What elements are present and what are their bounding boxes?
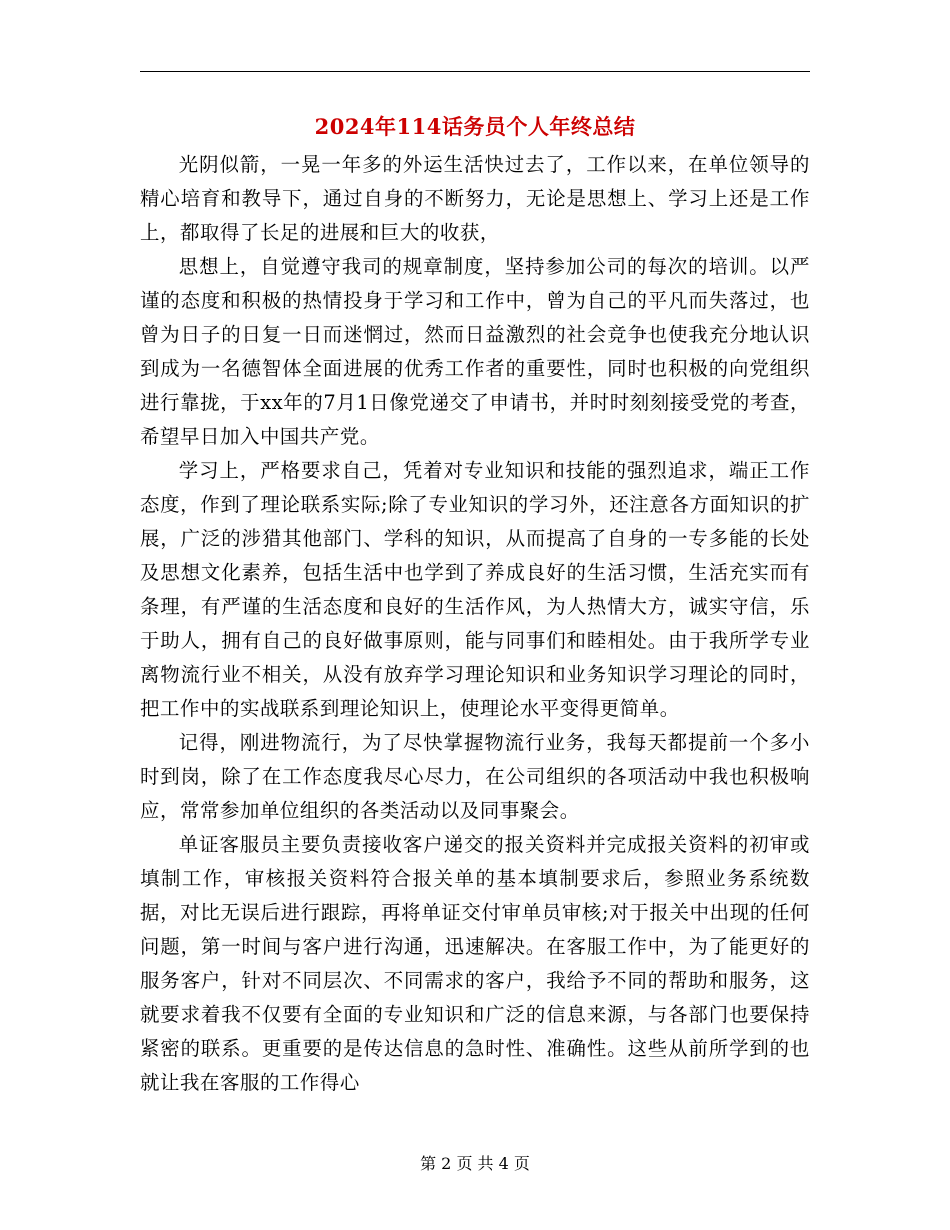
paragraph-memory: 记得，刚进物流行，为了尽快掌握物流行业务，我每天都提前一个多小时到岗，除了在工作态度我尽心尽力，在公司组织的各项活动中我也积极响应，常常参加单位组织的各类活动以及同事聚会。	[140, 731, 810, 822]
paragraph-ideology: 思想上，自觉遵守我司的规章制度，坚持参加公司的每次的培训。以严谨的态度和积极的热情投身于学习和工作中，曾为自己的平凡而失落过，也曾为日子的日复一日而迷惘过，然而日益激烈的社会竞争也使我充分地认识到成为一名德智体全面进展的优秀工作者的重要性，同时也积极的向党组织进行靠拢，于xx年的7月1日像党递交了申请书，并时时刻刻接受党的考查，希望早日加入中国共产党。	[140, 255, 810, 448]
document-body	[140, 148, 810, 1100]
header-rule	[140, 71, 810, 72]
document-title: 2024年114话务员个人年终总结	[314, 114, 636, 139]
paragraph-customer-service: 单证客服员主要负责接收客户递交的报关资料并完成报关资料的初审或填制工作，审核报关资料符合报关单的基本填制要求后，参照业务系统数据，对比无误后进行跟踪，再将单证交付审单员审核;对于报关中出现的任何问题，第一时间与客户进行沟通，迅速解决。在客服工作中，为了能更好的服务客户，针对不同层次、不同需求的客户，我给予不同的帮助和服务，这就要求着我不仅要有全面的专业知识和广泛的信息来源，与各部门也要保持紧密的联系。更重要的是传达信息的急时性、准确性。这些从前所学到的也就让我在客服的工作得心	[140, 833, 810, 1094]
page-number-footer: 第 2 页 共 4 页	[420, 1154, 530, 1173]
paragraph-study: 学习上，严格要求自己，凭着对专业知识和技能的强烈追求，端正工作态度，作到了理论联系实际;除了专业知识的学习外，还注意各方面知识的扩展，广泛的涉猎其他部门、学科的知识，从而提高了自身的一专多能的长处及思想文化素养，包括生活中也学到了养成良好的生活习惯，生活充实而有条理，有严谨的生活态度和良好的生活作风，为人热情大方，诚实守信，乐于助人，拥有自己的良好做事原则，能与同事们和睦相处。由于我所学专业离物流行业不相关，从没有放弃学习理论知识和业务知识学习理论的同时，把工作中的实战联系到理论知识上，使理论水平变得更简单。	[140, 459, 810, 720]
paragraph-intro: 光阴似箭，一晃一年多的外运生活快过去了，工作以来，在单位领导的精心培育和教导下，通过自身的不断努力，无论是思想上、学习上还是工作上，都取得了长足的进展和巨大的收获，	[140, 153, 810, 244]
